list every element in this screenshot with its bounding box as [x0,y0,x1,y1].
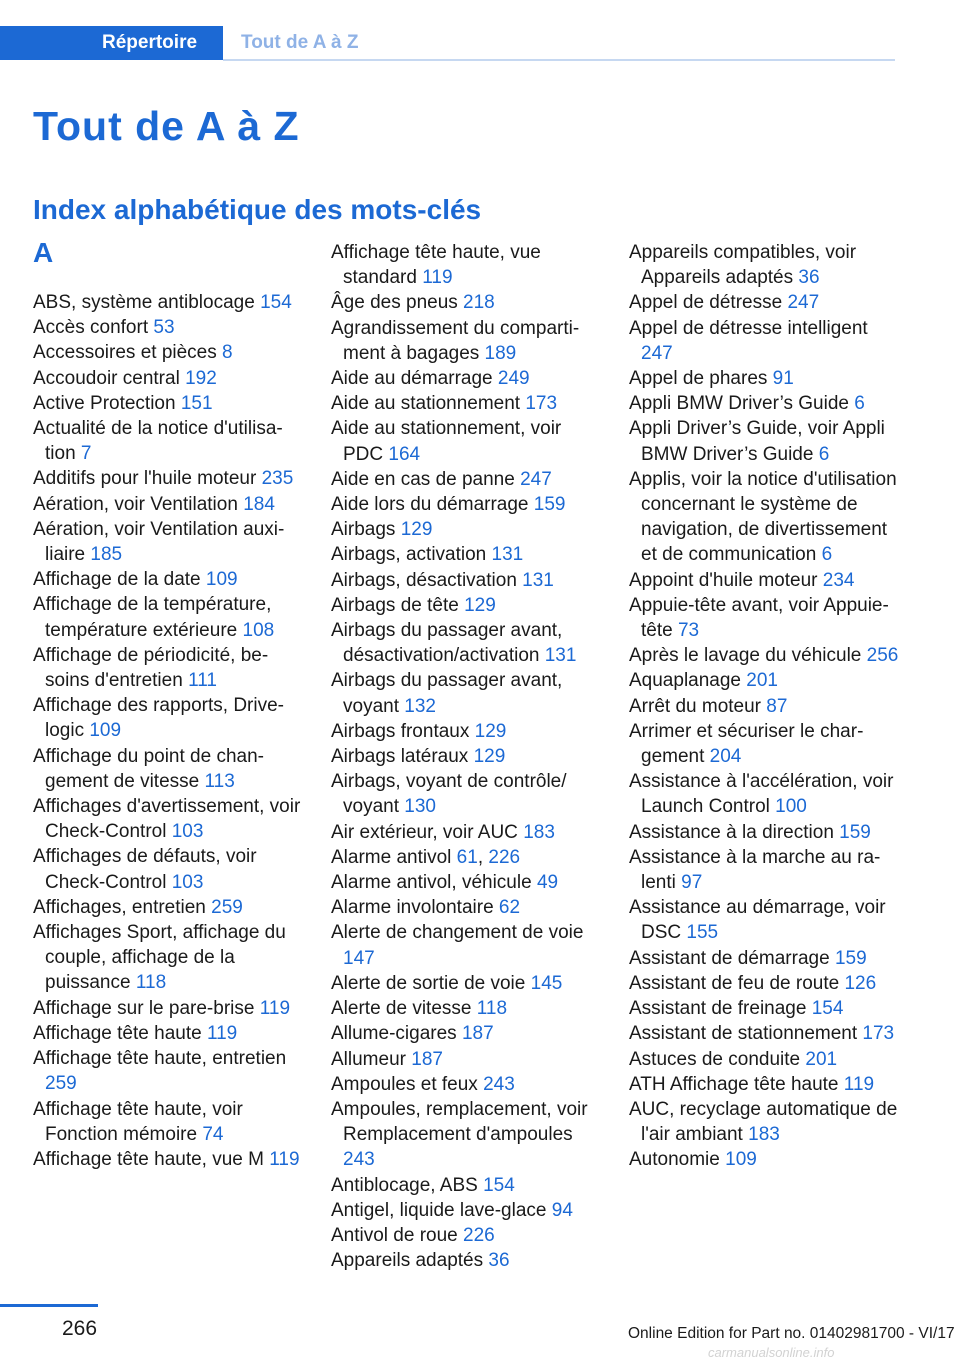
index-entry-text: Airbags de tête [331,594,459,616]
index-entry [629,1097,899,1147]
index-entry [331,1173,601,1198]
page-title: Tout de A à Z [33,103,300,149]
index-entry [331,870,601,895]
index-entry-text: Affichage de la température, température extérieure [33,594,272,641]
index-entry-text: Affichage tête haute, voir Fonction mémoire [33,1098,243,1145]
page-link[interactable]: 159 [834,947,867,969]
page-link[interactable]: 226 [488,846,521,868]
index-entry [331,1021,601,1046]
index-entry [331,416,601,466]
index-entry [331,366,601,391]
index-entry [629,391,899,416]
page-link[interactable]: 100 [775,796,807,818]
index-letter-heading: A [33,237,54,268]
index-entry [629,366,899,391]
page-link[interactable]: 235 [261,468,294,490]
page-link[interactable]: 103 [171,871,204,893]
index-entry [331,593,601,618]
index-entry-text: Aide au stationnement, voir PDC [331,418,562,465]
index-entry-text: Air extérieur, voir AUC [331,821,518,843]
page-link[interactable]: 247 [520,468,552,490]
index-entry-text: Assistant de démarrage [629,947,830,969]
index-entry [331,971,601,996]
index-entry [331,744,601,769]
index-entry [331,1198,601,1223]
index-entry [331,1097,601,1173]
index-entry [33,744,303,794]
index-entry-text: Appuie-tête avant, voir Appuie-tête [629,594,889,642]
page-link[interactable]: 129 [400,519,433,541]
page-link[interactable]: 129 [474,720,507,742]
index-entry-text: Âge des pneus [331,292,458,314]
tab-underline [223,59,895,61]
index-entry-text: Appareils adaptés [331,1250,484,1272]
watermark: carmanualsonline.info [708,1345,835,1360]
index-entry-text: Affichages, entretien [33,896,206,918]
page-link[interactable]: 155 [686,922,719,944]
index-entry [331,668,601,718]
index-entry-text: Airbags [331,519,396,541]
index-entry [331,542,601,567]
page-link[interactable]: 147 [343,947,375,969]
page-link[interactable]: 36 [488,1250,510,1272]
index-entry [629,568,899,593]
page-link[interactable]: 6 [854,393,865,415]
index-entry [629,719,899,769]
index-entry [331,1223,601,1248]
index-entry-text: Alarme antivol [331,846,452,868]
index-entry [33,391,303,416]
page-link[interactable]: 154 [260,292,292,313]
index-entry [629,643,899,668]
page-link[interactable]: 192 [185,367,217,389]
index-entry-text: Active Protection [33,392,176,414]
index-entry-text: Alerte de vitesse [331,998,472,1020]
page-link[interactable]: 204 [709,746,742,768]
index-entry-text: Appel de détresse intelligent [629,317,868,339]
index-entry-text: Additifs pour l'huile moteur [33,468,257,490]
index-entry-text: Airbags, voyant de contrôle/ voyant [331,771,567,818]
index-entry [331,517,601,542]
index-entry [629,769,899,819]
section-title: Index alphabétique des mots-clés [33,194,482,225]
index-column-3 [629,240,899,1173]
index-entry-text: Alarme involontaire [331,897,494,919]
page-link[interactable]: 6 [821,544,833,566]
index-entry-text: Affichage de périodicité, besoins d'entretien [33,644,269,692]
index-entry [331,1248,601,1273]
page-link[interactable]: 126 [844,972,877,994]
index-entry-text: Airbags du passager avant, voyant [331,670,563,717]
page-link[interactable]: 131 [522,569,554,591]
index-entry-text: Airbags, activation [331,544,487,566]
index-entry-text: Aide au démarrage [331,368,493,390]
page-link[interactable]: 154 [483,1174,515,1196]
index-entry-text: Assistant de stationnement [629,1023,858,1045]
page-link[interactable]: 109 [725,1149,757,1171]
index-entry-text: Ampoules, remplacement, voir Remplacement d'ampoules [331,1098,588,1146]
page-link[interactable]: 119 [206,1022,238,1044]
index-entry-text: Autonomie [629,1149,720,1171]
index-entry [629,467,899,568]
index-entry-text: Affichage tête haute, vue standard [331,242,541,289]
page-link[interactable]: 97 [681,872,703,894]
index-entry [331,1072,601,1097]
index-entry [331,996,601,1021]
page-link[interactable]: 73 [677,620,700,642]
index-entry-text: Assistance à la marche au ralenti [629,846,881,894]
index-entry-text: Assistance à la direction [629,821,834,843]
index-entry [33,592,303,642]
index-entry-text: ATH Affichage tête haute [629,1073,839,1095]
tab-tout-de-a-a-z[interactable]: Tout de A à Z [241,32,359,53]
page-link[interactable]: 131 [544,645,577,667]
index-entry-text: Aquaplanage [629,670,741,692]
page-link[interactable]: 129 [464,594,496,616]
index-entry-text: Appli Driver’s Guide, voir Appli BMW Driver’s Guide [629,418,885,465]
edition-note: Online Edition for Part no. 01402981700 - VI/17 [628,1325,955,1342]
index-entry [629,1047,899,1072]
index-entry-text: Affichage de la date [33,569,201,591]
index-entry-text: Alerte de changement de voie [331,922,584,944]
index-entry-text: Aide en cas de panne [331,468,515,490]
index-entry-text: Appoint d'huile moteur [629,569,818,591]
index-entry-text: Agrandissement du compartiment à bagages [331,317,580,364]
index-entry-text: Applis, voir la notice d'utilisation concernant le système de navigation, de divertissement et de communication [629,468,897,566]
page-link[interactable]: 111 [188,670,217,692]
index-entry [33,996,303,1021]
index-entry-text: Affichage des rapports, Drivelogic [33,695,284,742]
page-link[interactable]: 249 [497,368,530,390]
index-entry-text: Affichage sur le pare-brise [33,997,255,1019]
page-link[interactable]: 132 [404,695,436,717]
page-link[interactable]: 109 [205,569,238,591]
index-entry [331,492,601,517]
index-entry-text: AUC, recyclage automatique de l'air ambiant [629,1098,898,1146]
index-entry-text: Assistant de freinage [629,998,807,1020]
page-link[interactable]: 109 [89,720,122,742]
index-entry [629,895,899,945]
page-link[interactable]: 7 [80,443,92,465]
page-link[interactable]: 173 [525,393,558,415]
index-entry-text: Appareils compatibles, voir Appareils adaptés [629,242,857,289]
index-entry-text: Accoudoir central [33,367,180,389]
index-entry [33,1021,303,1046]
page-link[interactable]: 243 [343,1149,375,1171]
index-entry [331,719,601,744]
index-column-1 [33,290,303,1172]
index-entry-text: Airbags frontaux [331,720,470,742]
index-entry [33,643,303,693]
page-link[interactable]: 154 [811,998,844,1020]
index-entry-text: Arrimer et sécuriser le chargement [629,720,864,768]
page-link[interactable]: 36 [798,267,820,289]
index-entry [331,895,601,920]
index-entry [629,971,899,996]
index-entry [33,1147,303,1172]
index-entry-text: Antigel, liquide lave-glace [331,1199,547,1221]
index-entry-text: Affichage tête haute, entretien [33,1048,287,1070]
index-entry-text: Accessoires et pièces [33,342,217,364]
index-entry-text: Affichage tête haute, vue M [33,1148,264,1170]
page-link[interactable]: 119 [269,1148,300,1170]
index-entry [33,1046,303,1096]
index-entry-text: Allume-cigares [331,1023,457,1045]
index-entry-text: Arrêt du moteur [629,695,761,717]
index-entry-text: Affichages de défauts, voir Check-Control [33,846,257,893]
index-entry [33,517,303,567]
index-entry [33,466,303,491]
page-link[interactable]: 62 [498,897,521,919]
page-link[interactable]: 53 [153,317,175,339]
page-link[interactable]: 119 [422,267,453,289]
page-link[interactable]: 118 [476,998,508,1020]
page-link[interactable]: 259 [45,1073,77,1095]
index-entry-text: Appel de détresse [629,292,783,314]
index-entry-text: Affichages d'avertissement, voir Check-Control [33,796,301,843]
page-link[interactable]: 94 [551,1199,573,1221]
index-entry [331,316,601,366]
page-link[interactable]: 113 [204,770,235,792]
index-entry [331,240,601,290]
index-entry-text: Aide au stationnement [331,393,521,415]
page-link[interactable]: 164 [388,443,421,465]
index-entry-text: Allumeur [331,1048,406,1070]
index-entry [33,1097,303,1147]
page-link[interactable]: 234 [822,569,855,591]
page-link[interactable]: 201 [805,1048,838,1070]
index-entry [331,568,601,593]
page-link[interactable]: 61 [456,846,478,868]
index-entry-text: Antivol de roue [331,1224,458,1246]
index-entry-text: Accès confort [33,317,149,339]
index-entry-text: Assistant de feu de route [629,972,840,994]
index-entry [33,844,303,894]
index-entry-text: Airbags, désactivation [331,569,517,591]
page-link[interactable]: 247 [641,342,673,364]
index-entry-text: Aide lors du démarrage [331,494,529,516]
index-entry-text: Airbags du passager avant, désactivation/activation [331,620,563,667]
index-entry-text: Appli BMW Driver’s Guide [629,393,849,415]
page-link[interactable]: 256 [866,645,899,667]
page-link[interactable]: 145 [530,972,563,994]
page-link[interactable]: 49 [536,872,559,894]
index-entry [629,316,899,366]
index-entry-text: Alerte de sortie de voie [331,972,526,994]
page-link[interactable]: 183 [748,1124,780,1146]
index-entry [629,1147,899,1172]
index-entry-text: Actualité de la notice d'utilisation [33,418,283,465]
index-entry [629,946,899,971]
page-link[interactable]: 108 [242,619,275,641]
header-tab-bar [0,26,895,60]
page-link[interactable]: 130 [404,796,436,818]
index-entry [629,240,899,290]
page-link[interactable]: 201 [746,670,778,692]
index-entry [629,1072,899,1097]
index-entry-text: Aération, voir Ventilation [33,493,238,515]
page-link[interactable]: 189 [484,342,517,364]
page-link[interactable]: 247 [787,292,820,314]
index-entry [33,567,303,592]
page-link[interactable]: 151 [180,392,213,414]
page-link[interactable]: 129 [473,746,506,768]
index-entry [331,920,601,970]
index-entry [33,290,303,315]
page-link[interactable]: 184 [243,493,275,515]
index-entry [629,668,899,693]
index-entry-text: Affichage du point de changement de vitesse [33,745,264,792]
page-link[interactable]: 8 [222,342,233,364]
page-link[interactable]: 183 [523,821,555,843]
index-entry [629,820,899,845]
page-link[interactable]: 159 [533,494,566,516]
index-entry [331,1047,601,1072]
page-link[interactable]: 243 [483,1073,515,1095]
index-entry-text: Assistance à l'accélération, voir Launch Control [629,771,894,818]
page-number: 266 [62,1317,98,1340]
index-entry-text: Airbags latéraux [331,746,469,768]
index-entry [33,340,303,365]
page-link[interactable]: 103 [171,821,204,843]
index-entry [33,693,303,743]
page-link[interactable]: 173 [862,1023,895,1045]
page-link[interactable]: 159 [839,821,871,843]
index-entry-text: Alarme antivol, véhicule [331,872,532,894]
index-entry [331,820,601,845]
page-link[interactable]: 119 [843,1073,875,1095]
index-entry [331,467,601,492]
page-link[interactable]: 6 [818,443,830,465]
index-entry: Alarme antivol 61, 226 [331,846,521,868]
page-link[interactable]: 118 [135,972,167,994]
page-link[interactable]: 259 [211,896,243,918]
index-entry [629,845,899,895]
page-link[interactable]: 87 [766,695,788,717]
index-entry-text: Affichages Sport, affichage du couple, affichage de la puissance [33,922,286,994]
index-entry-text: Astuces de conduite [629,1048,801,1070]
index-entry [33,416,303,466]
page-link[interactable]: 218 [463,292,495,314]
index-entry-text: Assistance au démarrage, voir DSC [629,897,886,944]
page-link[interactable]: 91 [772,368,794,390]
page-link[interactable]: 187 [461,1023,494,1045]
page-link[interactable]: 74 [202,1123,224,1145]
tab-repertoire[interactable]: Répertoire [0,26,223,60]
index-entry-text: ABS, système antiblocage [33,292,255,313]
footer-accent-line [0,1304,98,1307]
index-entry [33,492,303,517]
index-entry [331,290,601,315]
index-entry [331,391,601,416]
index-entry-text: Appel de phares [629,368,768,390]
page-link[interactable]: 185 [90,544,123,566]
index-entry [629,290,899,315]
index-entry [629,593,899,643]
index-entry [629,996,899,1021]
index-entry-text: Après le lavage du véhicule [629,645,862,667]
index-entry [629,694,899,719]
index-entry-text: Ampoules et feux [331,1073,478,1095]
index-entry [629,416,899,466]
index-entry [33,315,303,340]
index-entry [629,1021,899,1046]
index-entry [331,769,601,819]
index-entry [33,895,303,920]
page-link[interactable]: 226 [463,1224,495,1246]
index-entry-text: Antiblocage, ABS [331,1174,478,1196]
index-entry [33,794,303,844]
index-entry [331,618,601,668]
index-entry-text: Affichage tête haute [33,1022,202,1044]
page-link[interactable]: 131 [491,544,524,566]
index-entry [33,920,303,996]
index-entry [33,366,303,391]
page-link[interactable]: 119 [259,997,291,1019]
index-column-2 [331,240,601,1273]
index-entry-text: Aération, voir Ventilation auxiliaire [33,518,285,566]
page-link[interactable]: 187 [411,1048,443,1070]
